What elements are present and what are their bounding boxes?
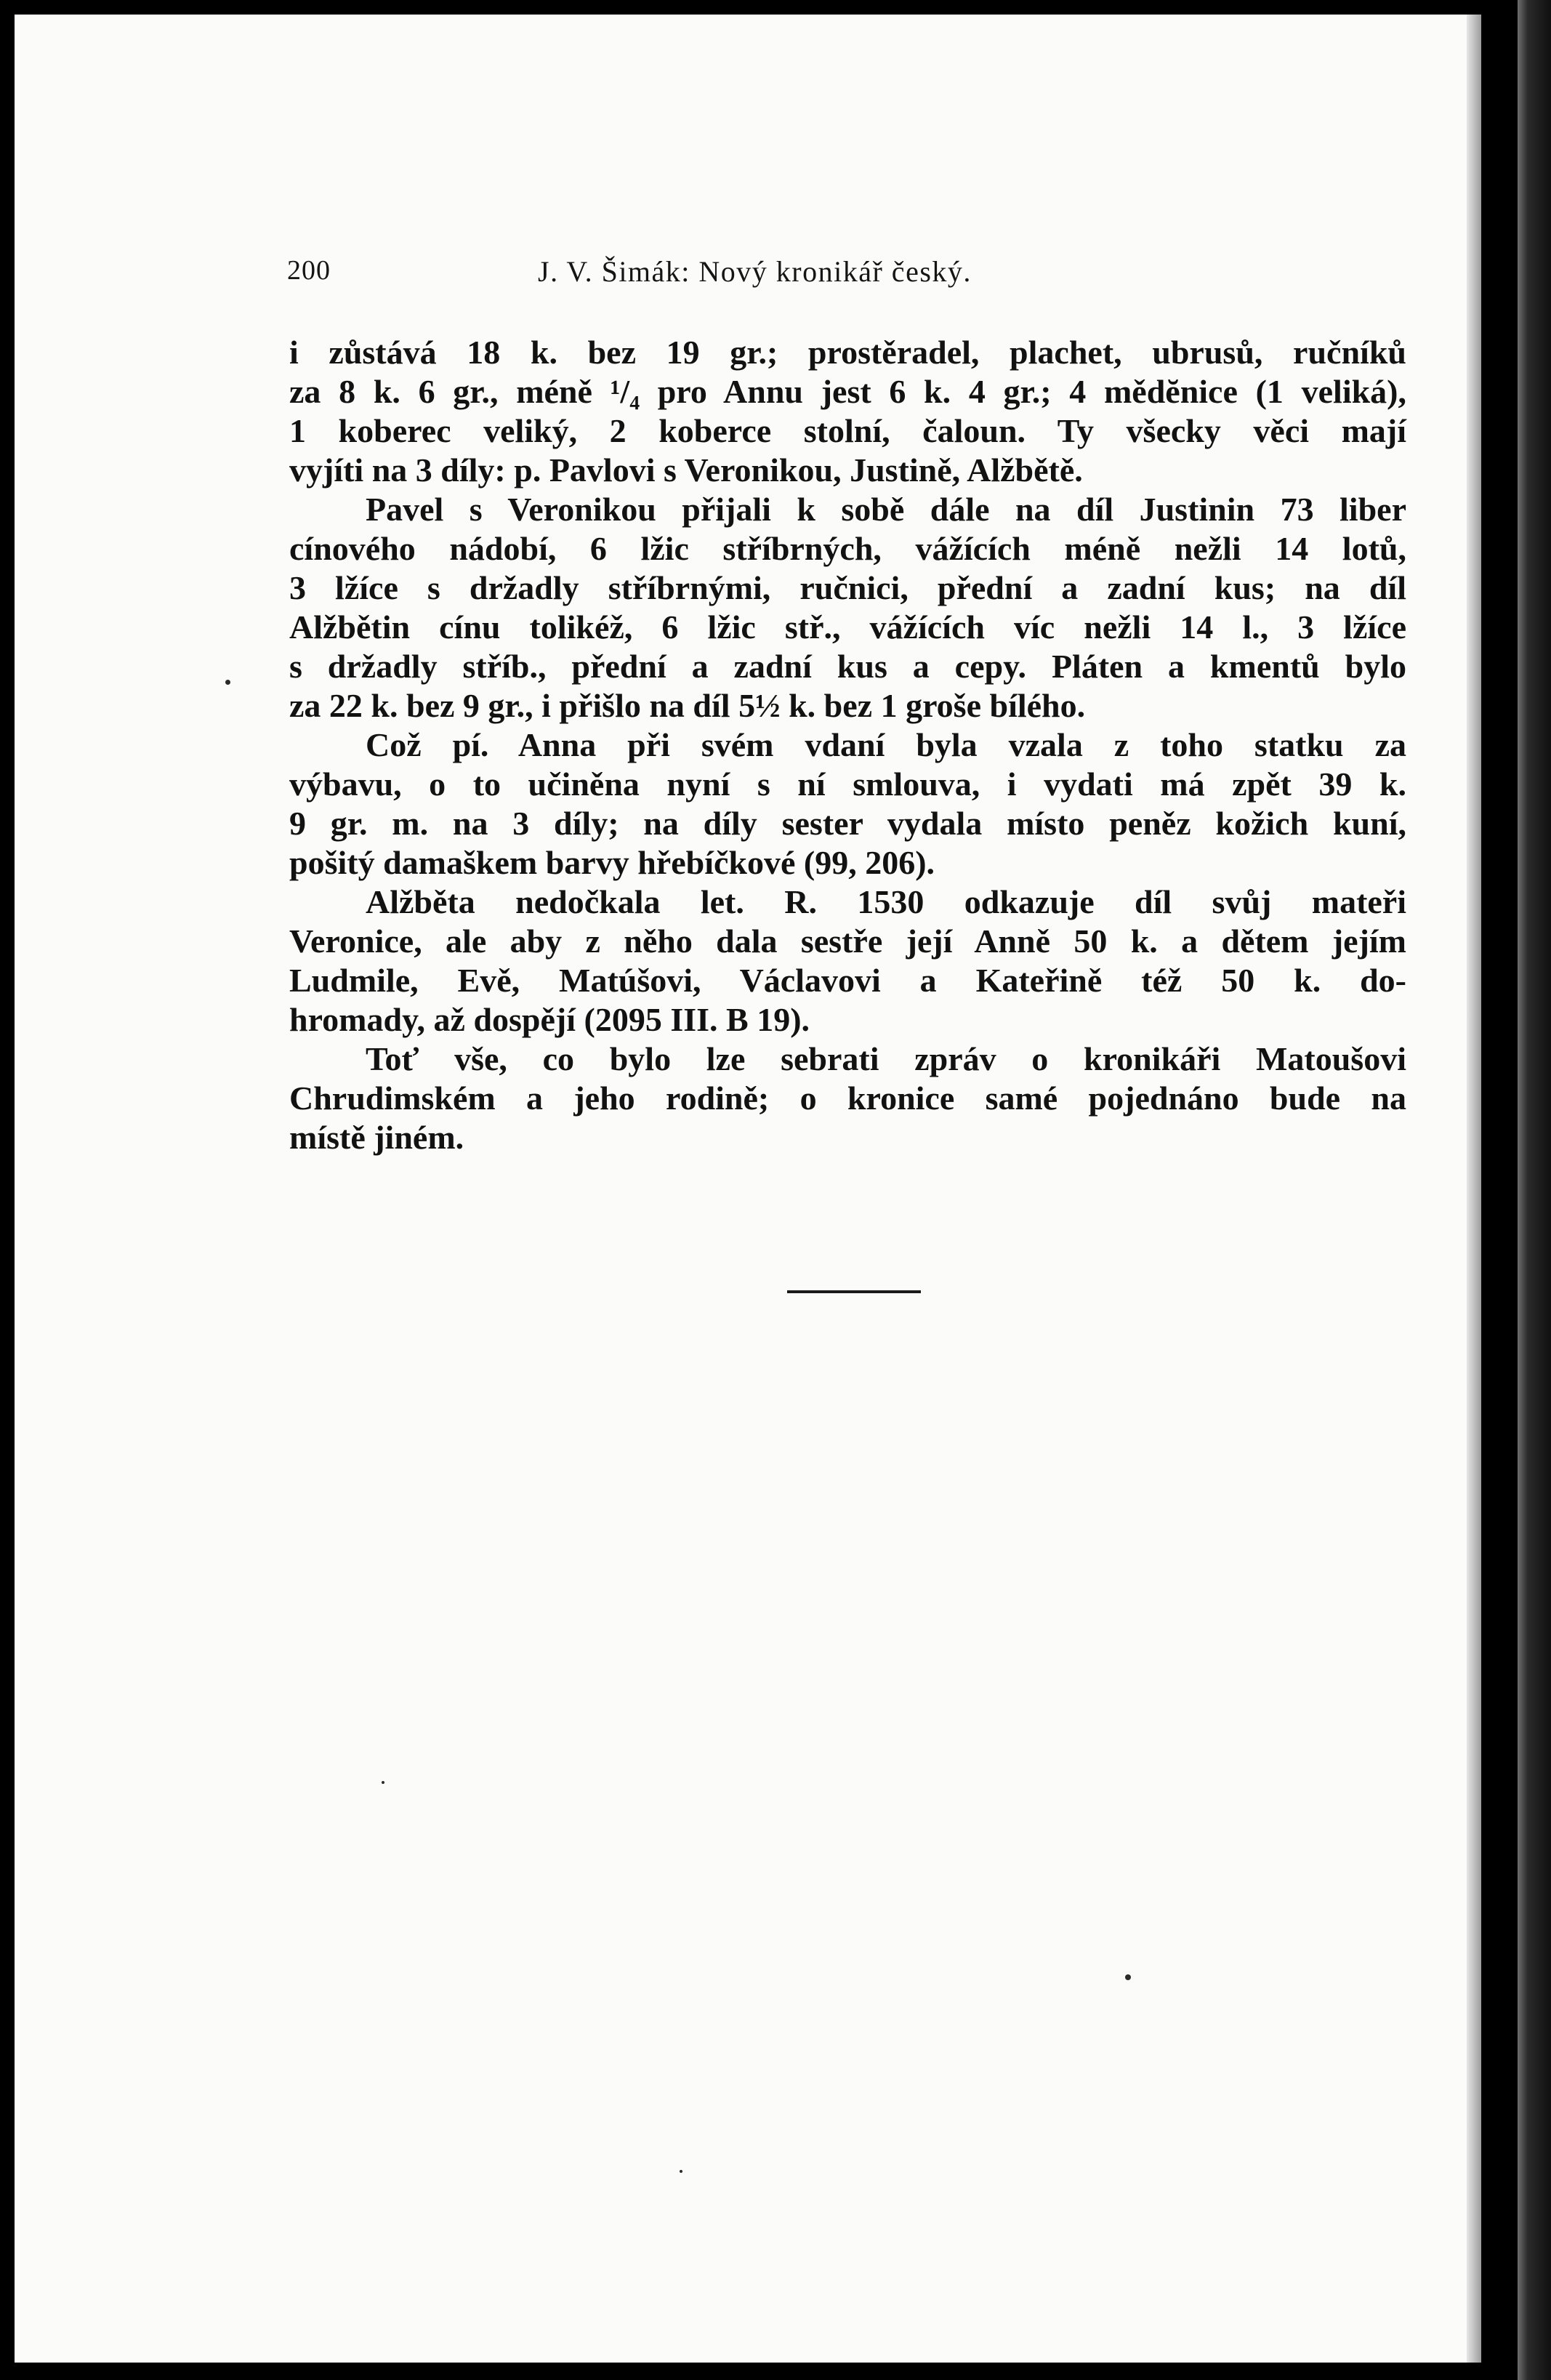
page-edge-shadow	[1467, 15, 1481, 2363]
paragraph	[289, 1040, 1406, 1157]
scan-speck	[680, 2170, 682, 2173]
text-line: Veronice, ale aby z něho dala sestře její Anně 50 k. a dětem jejím	[289, 922, 1406, 960]
text-line: za 8 k. 6 gr., méně ¹/₄ pro Annu jest 6 k. 4 gr.; 4 mědĕnice (1 veliká),	[289, 373, 1406, 410]
text-line: Což pí. Anna při svém vdaní byla vzala z toho statku za	[366, 726, 1406, 763]
text-line: i zůstává 18 k. bez 19 gr.; prostěradel, plachet, ubrusů, ručníků	[289, 334, 1406, 371]
running-title: J. V. Šimák: Nový kronikář český.	[538, 255, 972, 288]
paragraph	[289, 490, 1406, 725]
text-line: cínového nádobí, 6 lžic stříbrných, vážících méně nežli 14 lotů,	[289, 530, 1406, 567]
scan-speck	[1125, 1974, 1131, 1980]
paragraph	[289, 333, 1406, 490]
scan-border	[1518, 0, 1551, 2380]
text-line: za 22 k. bez 9 gr., i přišlo na díl 5½ k. bez 1 groše bílého.	[289, 687, 1086, 724]
text-line: místě jiném.	[289, 1119, 464, 1156]
text-line: Alžběta nedočkala let. R. 1530 odkazuje díl svůj mateři	[366, 883, 1406, 920]
paragraph	[289, 725, 1406, 883]
paragraph	[289, 883, 1406, 1040]
text-line: pošitý damaškem barvy hřebíčkové (99, 206).	[289, 844, 935, 881]
text-line: hromady, až dospějí (2095 III. B 19).	[289, 1001, 810, 1038]
text-line: 9 gr. m. na 3 díly; na díly sester vydala místo peněz kožich kuní,	[289, 805, 1406, 842]
text-line: Ludmile, Evě, Matúšovi, Václavovi a Kateřině též 50 k. do-	[289, 962, 1406, 999]
text-line: 1 koberec veliký, 2 koberce stolní, čaloun. Ty všecky věci mají	[289, 412, 1406, 449]
scan-speck	[382, 1781, 384, 1784]
text-line: s držadly stříb., přední a zadní kus a cepy. Pláten a kmentů bylo	[289, 648, 1406, 685]
body-text	[289, 333, 1406, 1157]
text-line: 3 lžíce s držadly stříbrnými, ručnici, přední a zadní kus; na díl	[289, 569, 1406, 606]
text-line: Alžbětin cínu tolikéž, 6 lžic stř., vážících víc nežli 14 l., 3 lžíce	[289, 608, 1406, 646]
text-line: Toť vše, co bylo lze sebrati zpráv o kronikáři Matoušovi	[366, 1040, 1406, 1077]
page-number: 200	[287, 255, 331, 286]
text-line: Pavel s Veronikou přijali k sobě dále na díl Justinin 73 liber	[366, 491, 1406, 528]
text-line: vyjíti na 3 díly: p. Pavlovi s Veronikou, Justině, Alžbětě.	[289, 451, 1083, 489]
text-line: výbavu, o to učiněna nyní s ní smlouva, i vydati má zpět 39 k.	[289, 765, 1406, 803]
running-head	[287, 254, 1406, 298]
scan-speck	[225, 680, 230, 685]
end-rule	[787, 1290, 921, 1293]
text-line: Chrudimském a jeho rodině; o kronice samé pojednáno bude na	[289, 1080, 1406, 1117]
